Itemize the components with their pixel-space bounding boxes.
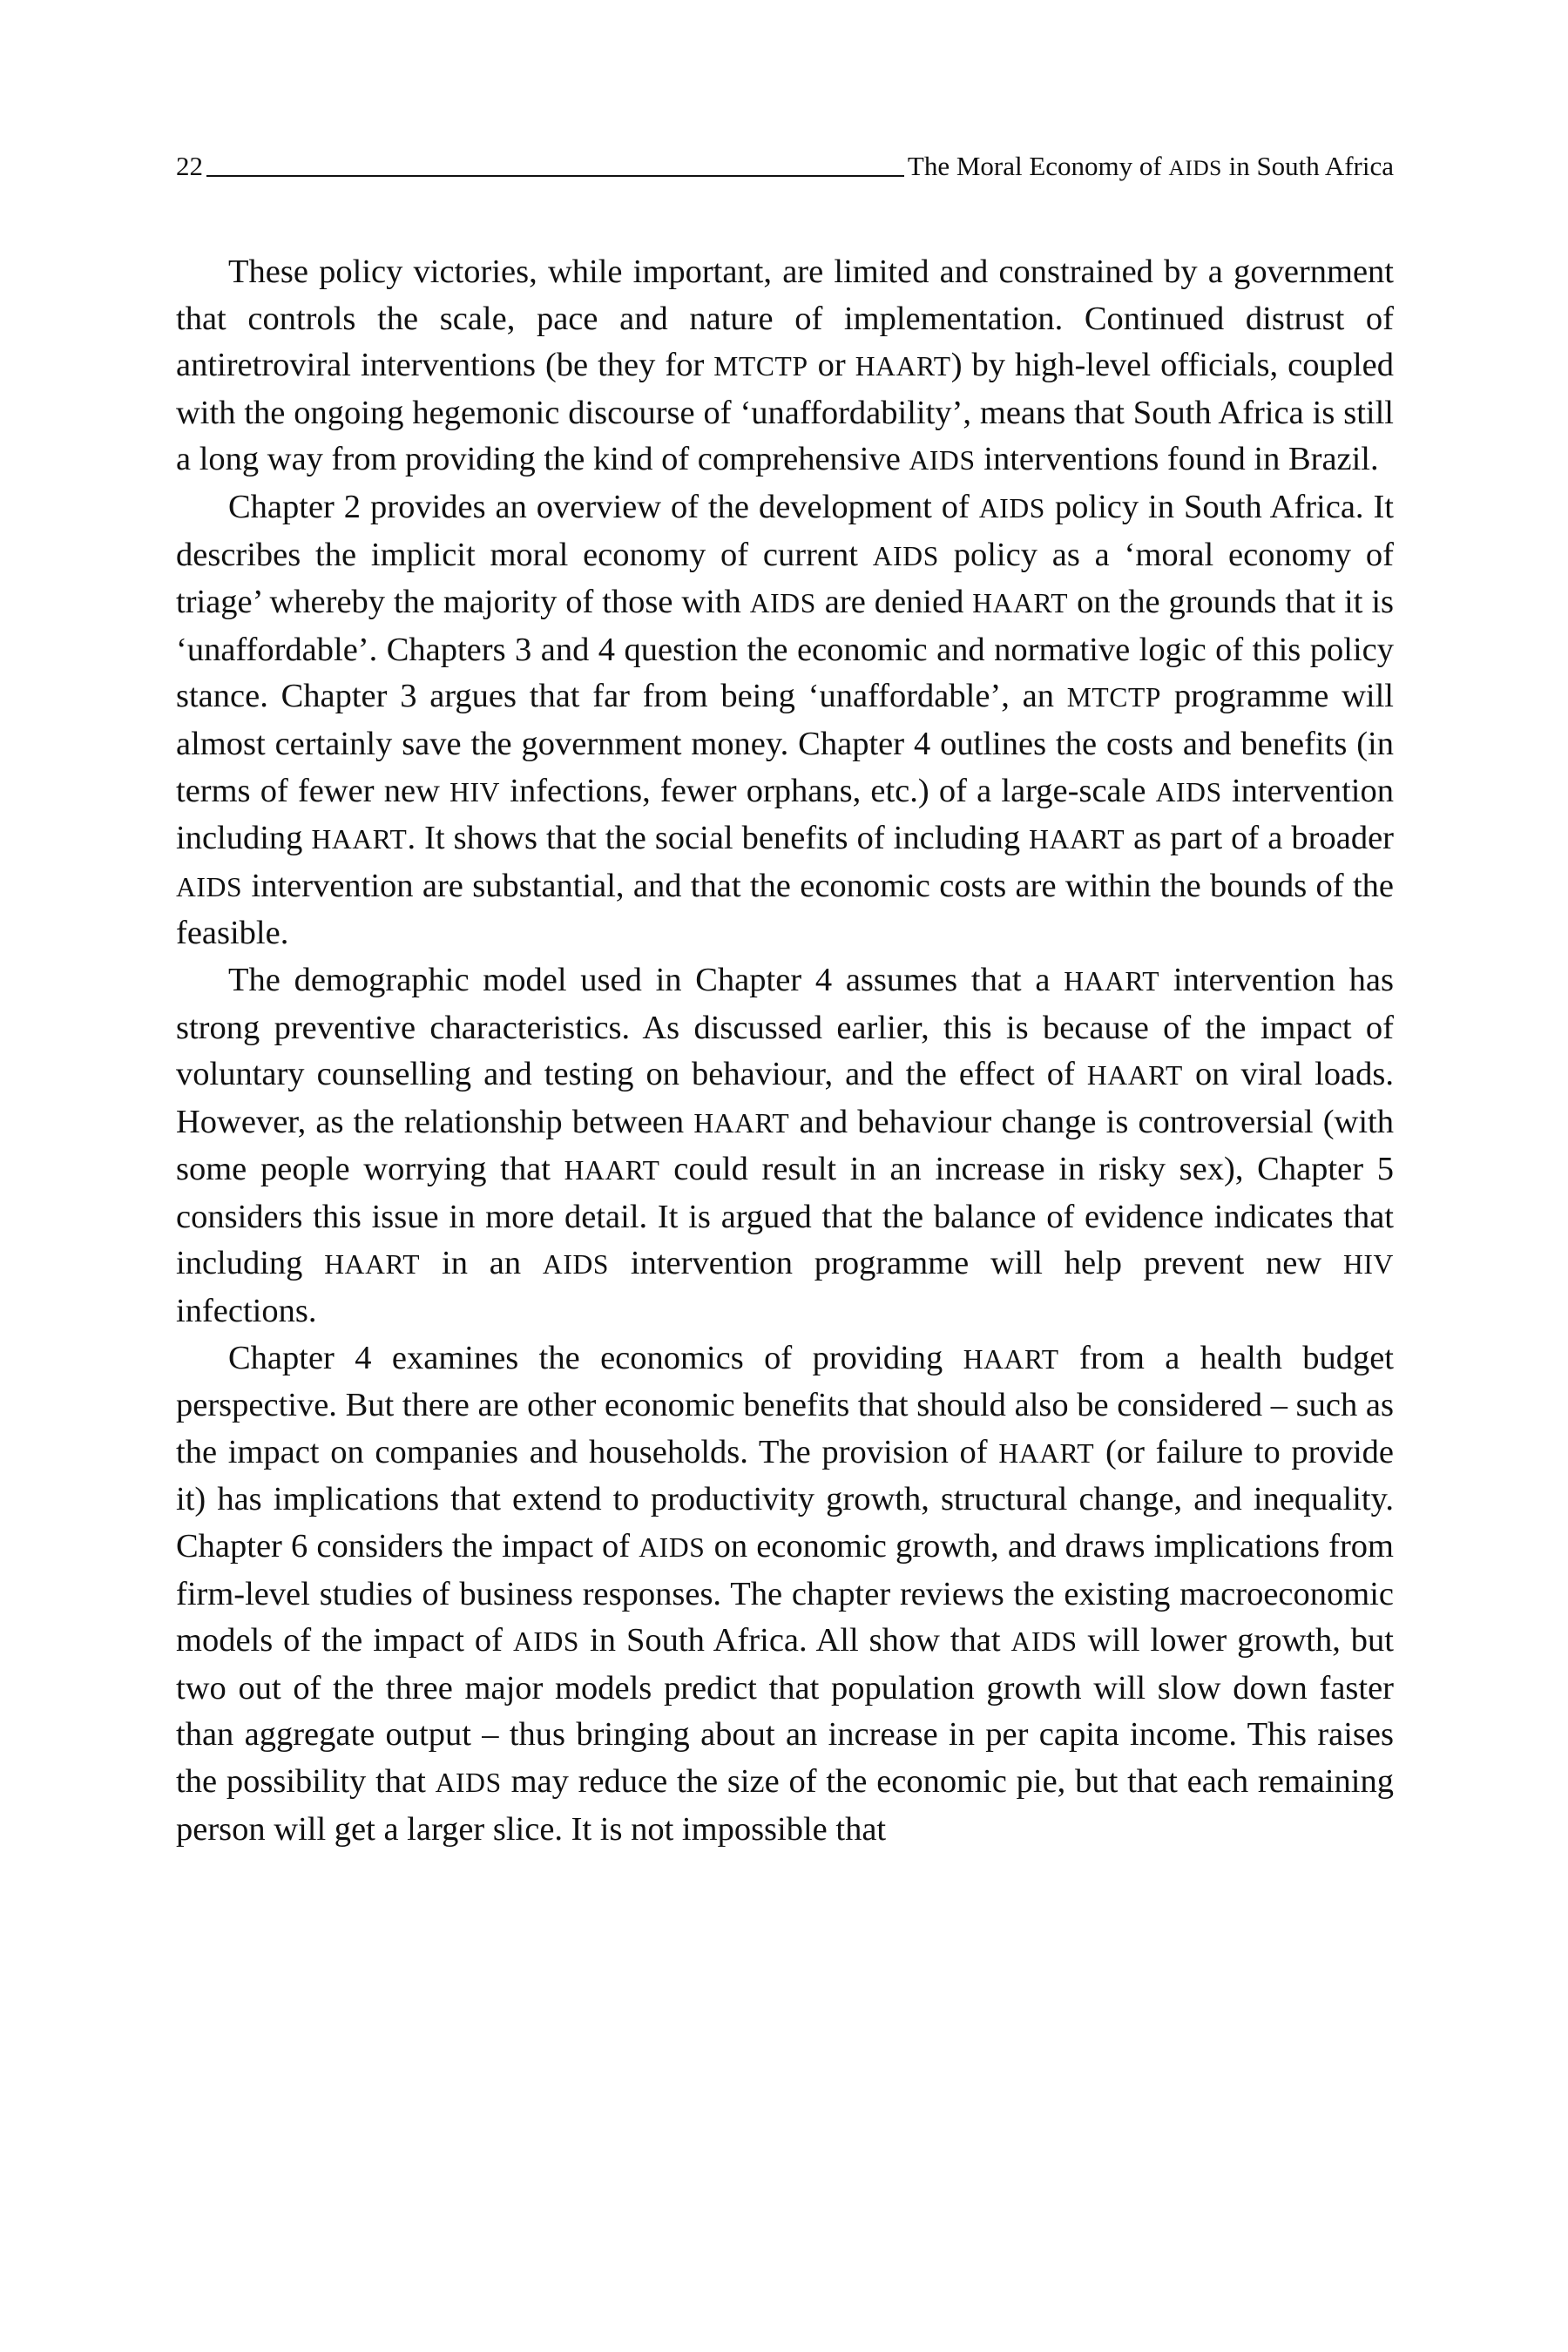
running-head-title: The Moral Economy of AIDS in South Africa [907,150,1394,181]
header-rule [206,175,904,177]
page-number: 22 [176,151,203,181]
paragraph-chapter-4-economics: Chapter 4 examines the economics of providing HAART from a health budget perspective. But there are other economic benefits that should also be considered – such as the impact on companies and households. The provision of HAART (or failure to provide it) has implications that extend to productivity growth, structural change, and inequality. Chapter 6 considers the impact of AIDS on economic growth, and draws implications from firm-level studies of business responses. The chapter reviews the existing macroeconomic models of the impact of AIDS in South Africa. All show that AIDS will lower growth, but two out of the three major models predict that population growth will slow down faster than aggregate output – thus bringing about an increase in per capita income. This raises the possibility that AIDS may reduce the size of the economic pie, but that each remaining person will get a larger slice. It is not impossible that [176,1339,1394,1848]
running-head [176,145,1394,179]
paragraph-policy-victories: These policy victories, while important, are limited and constrained by a government that controls the scale, pace and nature of implementation. Continued distrust of antiretroviral interventions (be they for MTCTP or HAART) by high-level officials, coupled with the ongoing hegemonic discourse of ‘unaffordability’, means that South Africa is still a long way from providing the kind of comprehensive AIDS interventions found in Brazil. [176,253,1395,478]
paragraph-demographic-model: The demographic model used in Chapter 4 assumes that a HAART intervention has strong preventive characteristics. As discussed earlier, this is because of the impact of voluntary counselling and testing on behaviour, and the effect of HAART on viral loads. However, as the relationship between HAART and behaviour change is controversial (with some people worrying that HAART could result in an increase in risky sex), Chapter 5 considers this issue in more detail. It is argued that the balance of evidence indicates that including HAART in an AIDS intervention programme will help prevent new HIV infections. [176,961,1394,1330]
paragraph-chapter-2-overview: Chapter 2 provides an overview of the development of AIDS policy in South Africa. It describes the implicit moral economy of current AIDS policy as a ‘moral economy of triage’ whereby the majority of those with AIDS are denied HAART on the grounds that it is ‘unaffordable’. Chapters 3 and 4 question the economic and normative logic of this policy stance. Chapter 3 argues that far from being ‘unaffordable’, an MTCTP programme will almost certainly save the government money. Chapter 4 outlines the costs and benefits (in terms of fewer new HIV infections, fewer orphans, etc.) of a large-scale AIDS intervention including HAART. It shows that the social benefits of including HAART as part of a broader AIDS intervention are substantial, and that the economic costs are within the bounds of the feasible. [176,488,1395,952]
body-text [176,249,1394,1853]
